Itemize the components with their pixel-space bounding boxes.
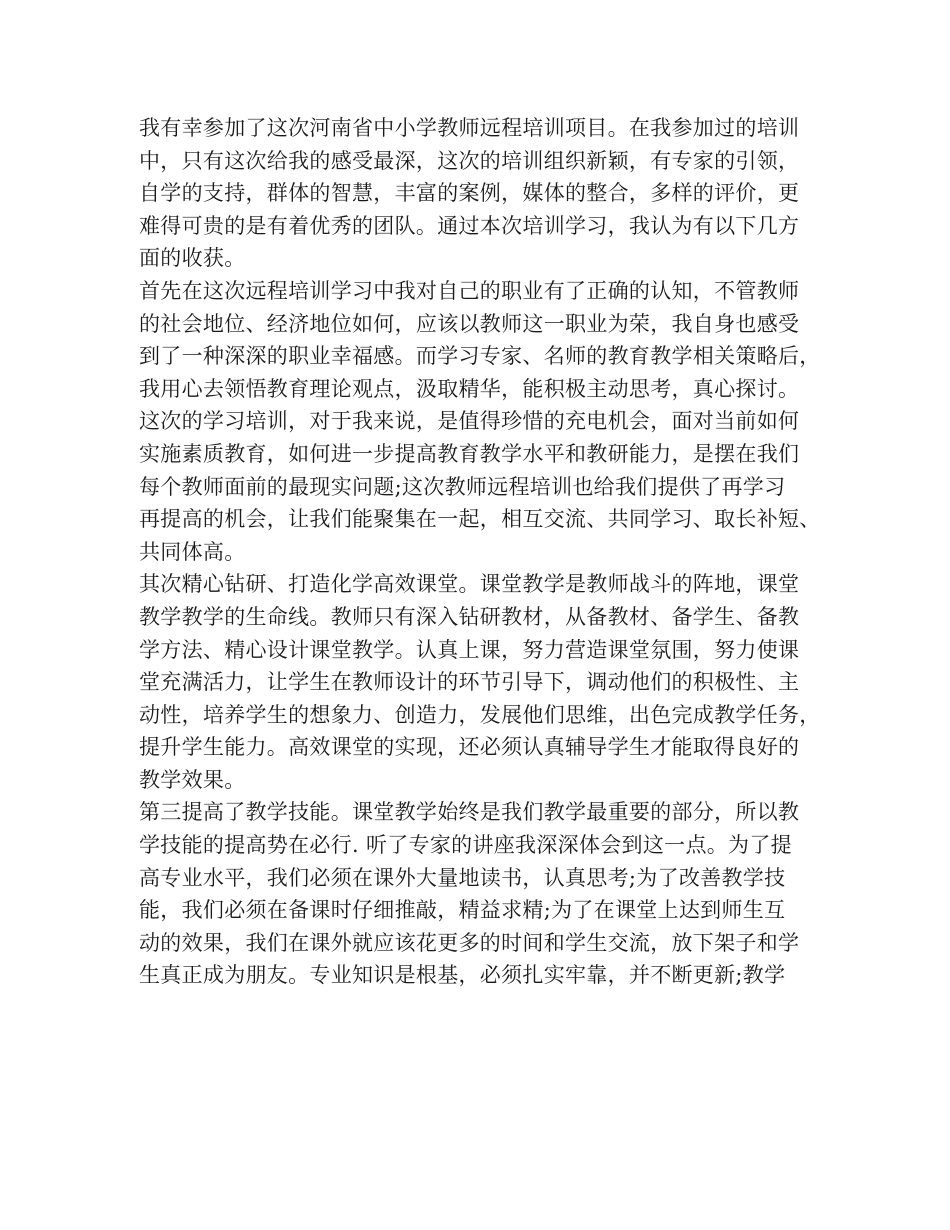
text-line: 动的效果，我们在课外就应该花更多的时间和学生交流，放下架子和学: [139, 930, 800, 955]
text-line: 我有幸参加了这次河南省中小学教师远程培训项目。在我参加过的培训: [139, 116, 800, 140]
text-line: 面的收获。: [139, 246, 246, 271]
text-line: 高专业水平，我们必须在课外大量地读书，认真思考;为了改善教学技: [139, 865, 786, 890]
text-line: 到了一种深深的职业幸福感。而学习专家、名师的教育教学相关策略后，: [139, 344, 821, 369]
text-line: 共同体高。: [139, 539, 246, 564]
text-line: 提升学生能力。高效课堂的实现，还必须认真辅导学生才能取得良好的: [139, 735, 800, 760]
text-line: 我用心去领悟教育理论观点，汲取精华，能积极主动思考，真心探讨。: [139, 376, 800, 401]
text-line: 中，只有这次给我的感受最深，这次的培训组织新颖，有专家的引领，: [139, 148, 800, 173]
text-line: 其次精心钻研、打造化学高效课堂。课堂教学是教师战斗的阵地，课堂: [139, 572, 800, 597]
text-line: 自学的支持，群体的智慧，丰富的案例，媒体的整合，多样的评价，更: [139, 181, 800, 206]
text-line: 教学效果。: [139, 767, 246, 792]
text-line: 学技能的提高势在必行. 听了专家的讲座我深深体会到这一点。为了提: [139, 833, 792, 858]
text-line: 每个教师面前的最现实问题;这次教师远程培训也给我们提供了再学习: [139, 474, 786, 499]
text-line: 动性，培养学生的想象力、创造力，发展他们思维，出色完成教学任务，: [139, 702, 821, 727]
text-line: 的社会地位、经济地位如何，应该以教师这一职业为荣，我自身也感受: [139, 311, 800, 336]
document-body: [139, 112, 839, 992]
text-line: 再提高的机会，让我们能聚集在一起，相互交流、共同学习、取长补短、: [139, 507, 821, 532]
text-line: 学方法、精心设计课堂教学。认真上课，努力营造课堂氛围，努力使课: [139, 637, 800, 662]
text-line: 第三提高了教学技能。课堂教学始终是我们教学最重要的部分，所以教: [139, 800, 800, 825]
text-line: 生真正成为朋友。专业知识是根基，必须扎实牢靠，并不断更新;教学: [139, 963, 786, 988]
text-line: 首先在这次远程培训学习中我对自己的职业有了正确的认知，不管教师: [139, 278, 800, 303]
text-line: 教学教学的生命线。教师只有深入钻研教材，从备教材、备学生、备教: [139, 604, 800, 629]
text-line: 堂充满活力，让学生在教师设计的环节引导下，调动他们的积极性、主: [139, 670, 800, 695]
text-line: 难得可贵的是有着优秀的团队。通过本次培训学习，我认为有以下几方: [139, 213, 800, 238]
text-line: 这次的学习培训，对于我来说，是值得珍惜的充电机会，面对当前如何: [139, 409, 800, 434]
text-line: 实施素质教育，如何进一步提高教育教学水平和教研能力，是摆在我们: [139, 441, 800, 466]
text-line: 能，我们必须在备课时仔细推敲，精益求精;为了在课堂上达到师生互: [139, 898, 786, 923]
